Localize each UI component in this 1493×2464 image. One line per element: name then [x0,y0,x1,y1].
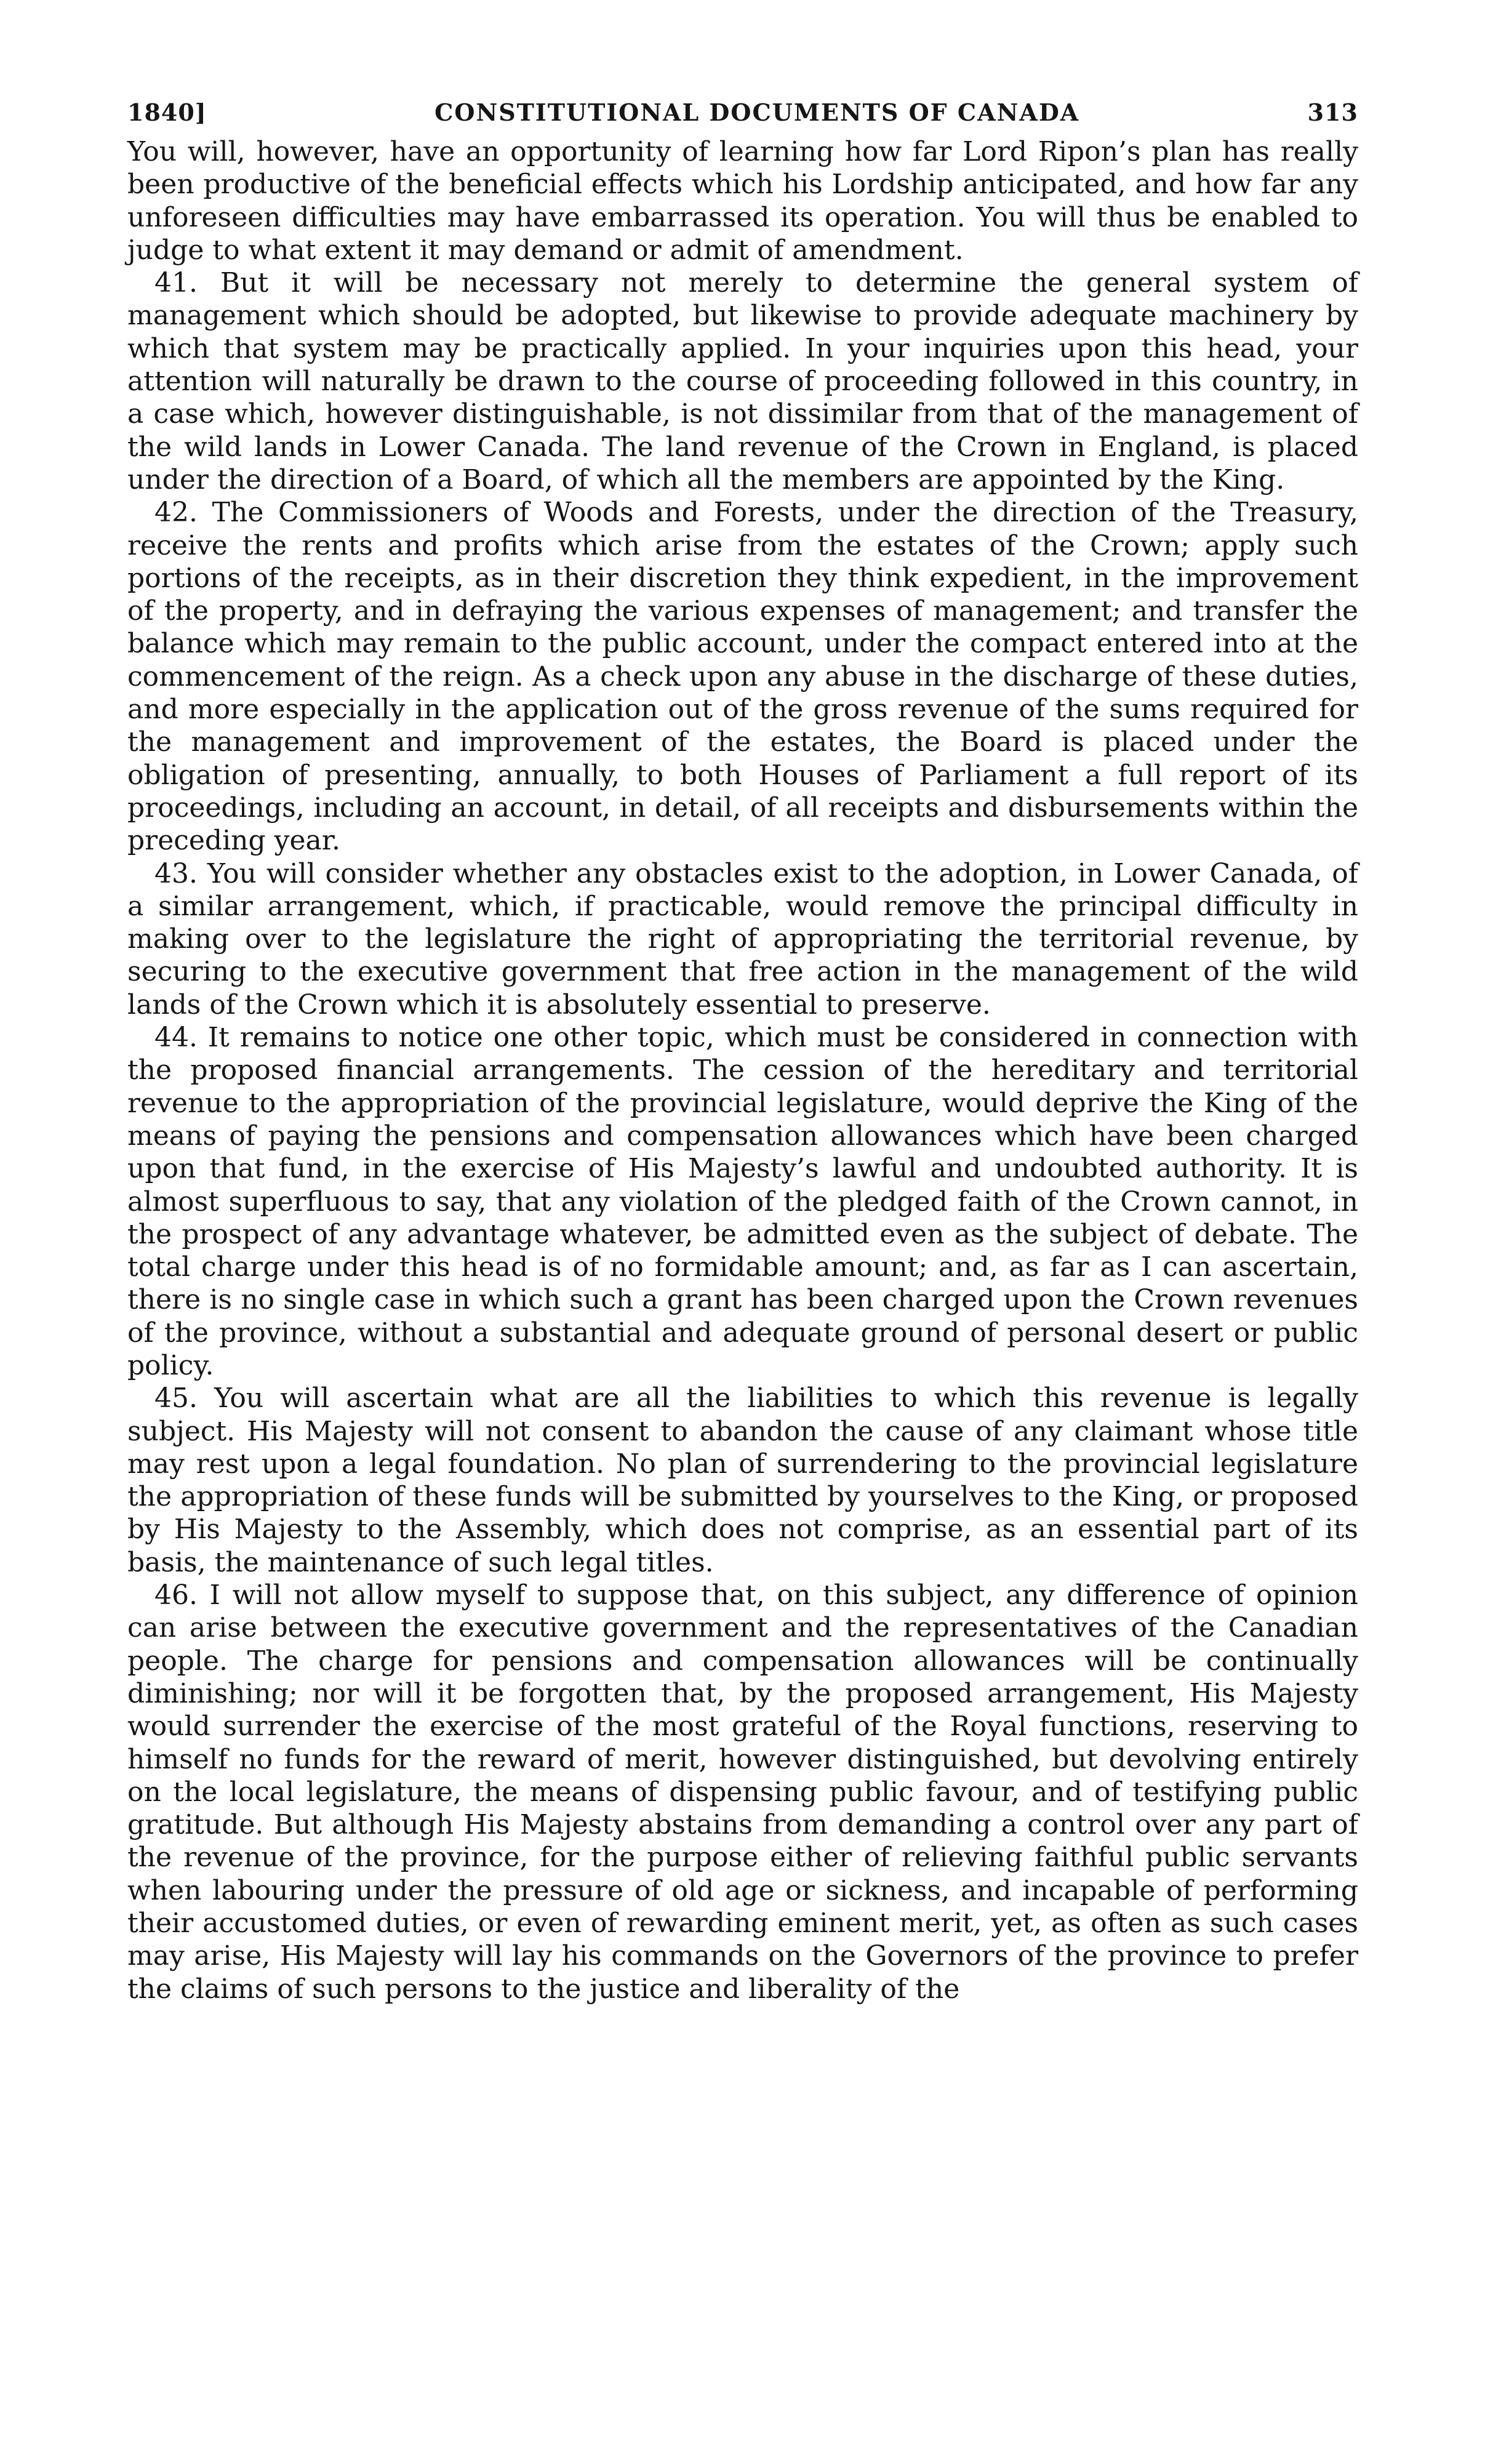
header-title: CONSTITUTIONAL DOCUMENTS OF CANADA [434,98,1080,126]
paragraph-45: 45. You will ascertain what are all the liabilities to which this revenue is legally subject. His Majesty will not consent to abandon the cause of any claimant whose title may rest upon a legal foundation. No plan of surrendering to the provincial legislature the appropriation of these funds will be submitted by yourselves to the King, or proposed by His Majesty to the Assembly, which does not comprise, as an essential part of its basis, the maintenance of such legal titles. [127,1382,1358,1578]
paragraph-43: 43. You will consider whether any obstacles exist to the adoption, in Lower Canada, of a similar arrangement, which, if practicable, would remove the principal difficulty in making over to the legislature the right of appropriating the territorial revenue, by securing to the executive government that free action in the management of the wild lands of the Crown which it is absolutely essential to preserve. [127,857,1358,1021]
paragraph-46: 46. I will not allow myself to suppose that, on this subject, any difference of opinion can arise between the executive government and the representatives of the Canadian people. The charge for pensions and compensation allowances will be continually diminishing; nor will it be forgotten that, by the proposed arrangement, His Majesty would surrender the exercise of the most grateful of the Royal functions, reserving to himself no funds for the reward of merit, however distinguished, but devolving entirely on the local legislature, the means of dispensing public favour, and of testifying public gratitude. But although His Majesty abstains from demanding a control over any part of the revenue of the province, for the purpose either of relieving faithful public servants when labouring under the pressure of old age or sickness, and incapable of performing their accustomed duties, or even of rewarding eminent merit, yet, as often as such cases may arise, His Majesty will lay his commands on the Governors of the province to prefer the claims of such persons to the justice and liberality of the [127,1579,1358,2005]
paragraph-42: 42. The Commissioners of Woods and Forests, under the direction of the Treasury, receive the rents and profits which arise from the estates of the Crown; apply such portions of the receipts, as in their discretion they think expedient, in the improvement of the property, and in defraying the various expenses of management; and transfer the balance which may remain to the public account, under the compact entered into at the commencement of the reign. As a check upon any abuse in the discharge of these duties, and more especially in the application out of the gross revenue of the sums required for the management and improvement of the estates, the Board is placed under the obligation of presenting, annually, to both Houses of Parliament a full report of its proceedings, including an account, in detail, of all receipts and disbursements within the preceding year. [127,497,1358,857]
header-year: 1840] [127,98,207,126]
running-head [127,98,1358,133]
header-page-number: 313 [1307,98,1358,126]
paragraph-continuation: You will, however, have an opportunity of learning how far Lord Ripon’s plan has really been productive of the beneficial effects which his Lordship anticipated, and how far any unforeseen difficulties may have embarrassed its operation. You will thus be enabled to judge to what extent it may demand or admit of amendment. [127,136,1358,266]
document-page [127,98,1358,2005]
body-text [127,135,1358,2005]
paragraph-41: 41. But it will be necessary not merely to determine the general system of management which should be adopted, but likewise to provide adequate machinery by which that system may be practically applied. In your inquiries upon this head, your attention will naturally be drawn to the course of proceeding followed in this country, in a case which, however distinguishable, is not dissimilar from that of the management of the wild lands in Lower Canada. The land revenue of the Crown in England, is placed under the direction of a Board, of which all the members are appointed by the King. [127,267,1358,496]
paragraph-44: 44. It remains to notice one other topic, which must be considered in connection with the proposed financial arrangements. The cession of the hereditary and territorial revenue to the appropriation of the provincial legislature, would deprive the King of the means of paying the pensions and compensation allowances which have been charged upon that fund, in the exercise of His Majesty’s lawful and undoubted authority. It is almost superfluous to say, that any violation of the pledged faith of the Crown cannot, in the prospect of any advantage whatever, be admitted even as the subject of debate. The total charge under this head is of no formidable amount; and, as far as I can ascertain, there is no single case in which such a grant has been charged upon the Crown revenues of the province, without a substantial and adequate ground of personal desert or public policy. [127,1022,1358,1381]
